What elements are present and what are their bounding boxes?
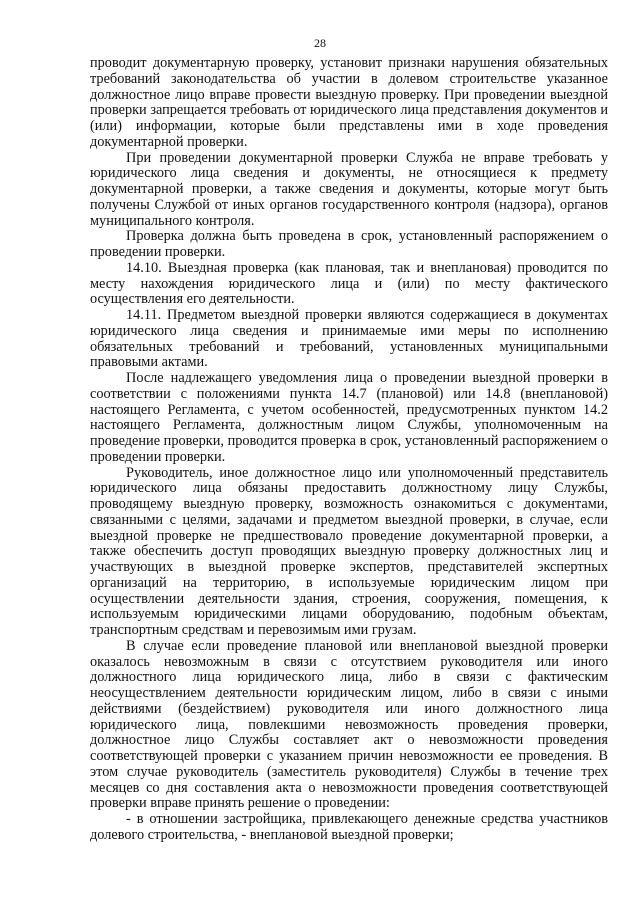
paragraph: После надлежащего уведомления лица о проведении выездной проверки в соответствии с положениями пункта 14.7 (плановой) или 14.8 (внеплановой) настоящего Регламента, с учетом особенностей, предусмотренных пунктом 14.2 настоящего Регламента, должностным лицом Службы, уполномоченным на проведение проверки, проводится проверка в срок, установленный распоряжением о проведении проверки.	[90, 370, 608, 465]
paragraph: Руководитель, иное должностное лицо или уполномоченный представитель юридического лица обязаны предоставить должностному лицу Службы, проводящему выездную проверку, возможность ознакомиться с документами, связанными с целями, задачами и предметом выездной проверки, в случае, если выездной проверке не предшествовало проведение документарной проверки, а также обеспечить доступ проводящих выездную проверку должностных лиц и участвующих в выездной проверке экспертов, представителей экспертных организаций на территорию, в используемые юридическим лицом при осуществлении деятельности здания, строения, сооружения, помещения, к используемым юридическими лицами оборудованию, подобным объектам, транспортным средствам и перевозимым ими грузам.	[90, 464, 608, 638]
list-item: - в отношении застройщика, привлекающего денежные средства участников долевого строительства, - внеплановой выездной проверки;	[90, 811, 608, 843]
paragraph: Проверка должна быть проведена в срок, установленный распоряжением о проведении проверки.	[90, 228, 608, 260]
paragraph: При проведении документарной проверки Служба не вправе требовать у юридического лица сведения и документы, не относящиеся к предмету документарной проверки, а также сведения и документы, которые могут быть получены Службой от иных органов государственного контроля (надзора), органов муниципального контроля.	[90, 149, 608, 229]
paragraph-14-10: 14.10. Выездная проверка (как плановая, так и внеплановая) проводится по месту нахождения юридического лица и (или) по месту фактического осуществления его деятельности.	[90, 259, 608, 308]
document-body	[90, 56, 608, 844]
paragraph-14-11: 14.11. Предметом выездной проверки являются содержащиеся в документах юридического лица сведения и принимаемые ими меры по исполнению обязательных требований и требований, установленных муниципальными правовыми актами.	[90, 307, 608, 371]
page-number: 28	[314, 36, 326, 50]
paragraph: В случае если проведение плановой или внеплановой выездной проверки оказалось невозможным в связи с отсутствием руководителя или иного должностного лица юридического лица, либо в связи с фактическим неосуществлением деятельности юридическим лицом, либо в связи с иными действиями (бездействием) руководителя или иного должностного лица юридического лица, повлекшими невозможность проведения проверки, должностное лицо Службы составляет акт о невозможности проведения соответствующей проверки с указанием причин невозможности ее проведения. В этом случае руководитель (заместитель руководителя) Службы в течение трех месяцев со дня составления акта о невозможности проведения соответствующей проверки вправе принять решение о проведении:	[90, 637, 608, 812]
paragraph: проводит документарную проверку, установит признаки нарушения обязательных требований законодательства об участии в долевом строительстве указанное должностное лицо вправе провести выездную проверку. При проведении выездной проверки запрещается требовать от юридического лица представления документов и (или) информации, которые были представлены ими в ходе проведения документарной проверки.	[90, 55, 608, 150]
